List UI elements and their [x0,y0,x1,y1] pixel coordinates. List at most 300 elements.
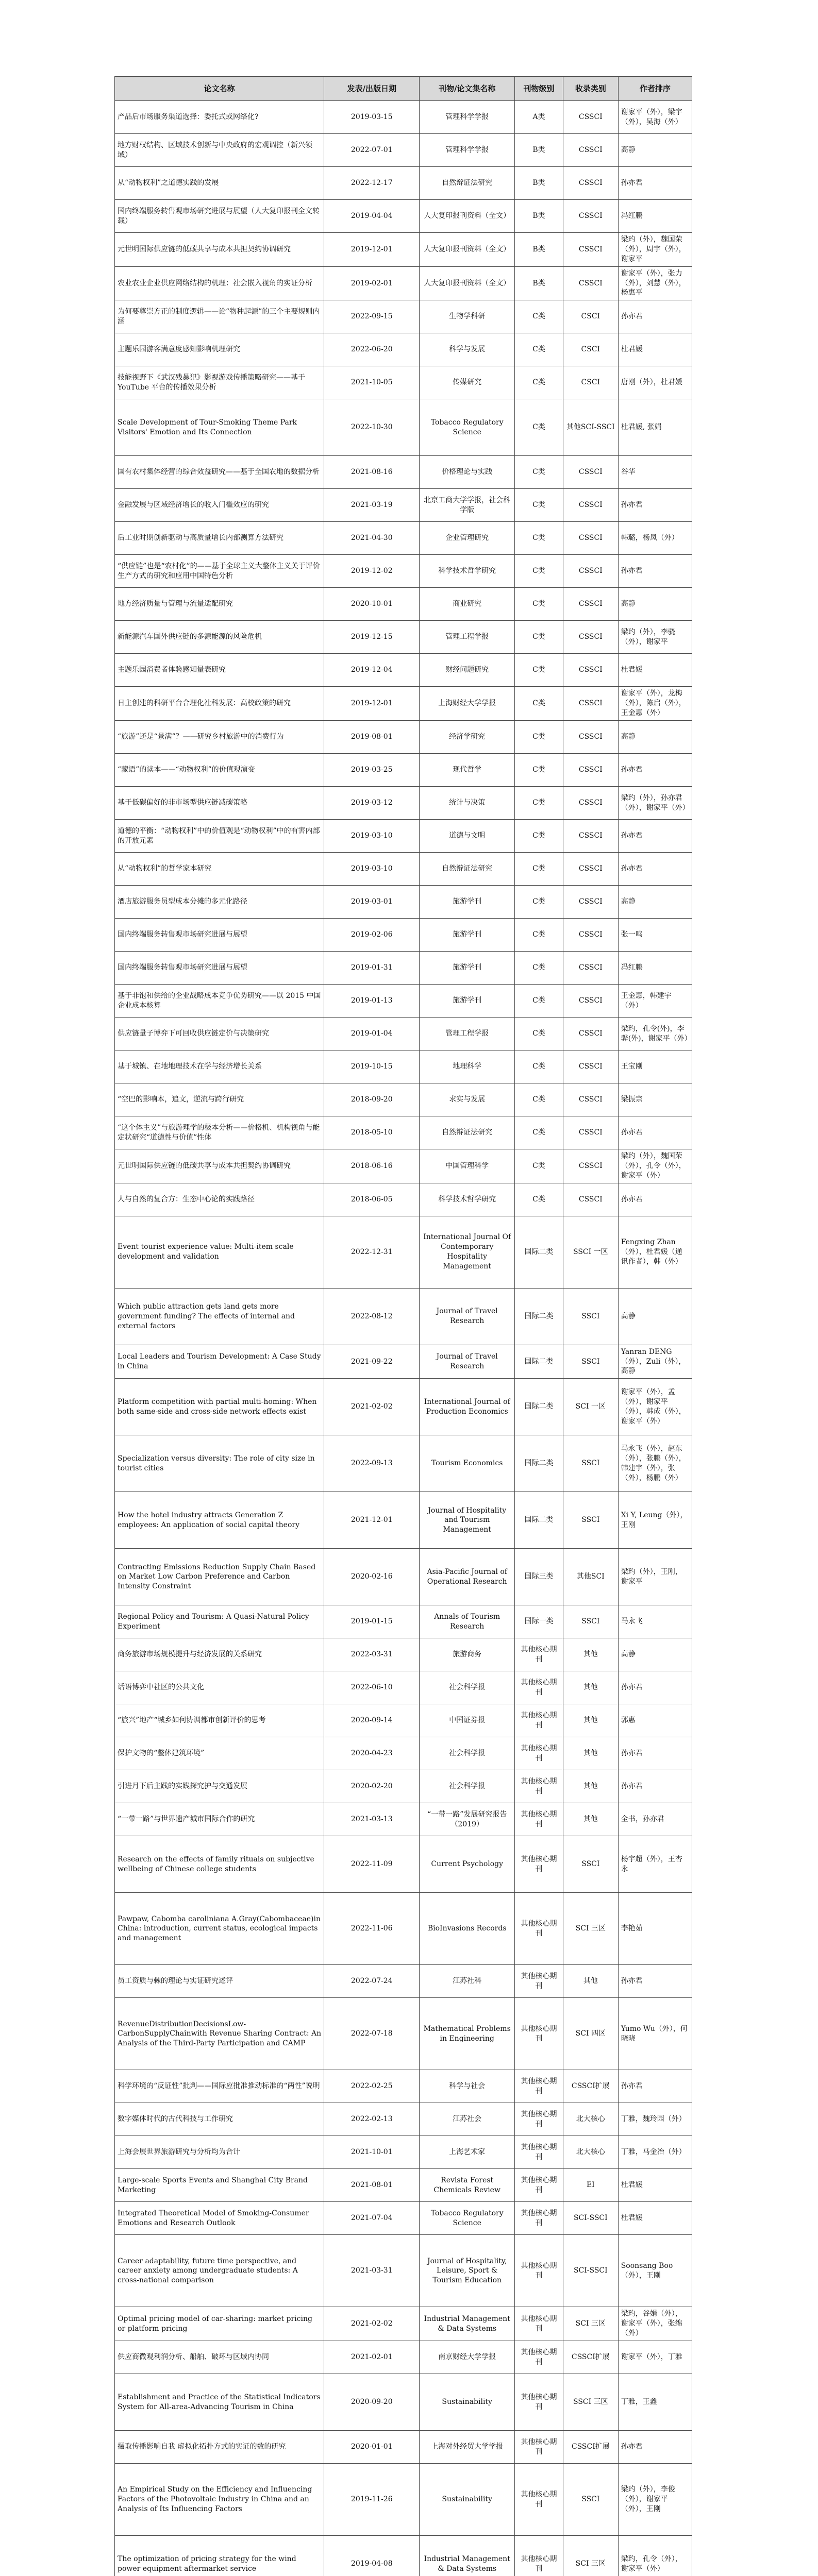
cell-journal: Tobacco Regulatory Science [420,399,515,456]
table-row [115,200,692,233]
cell-level: A类 [515,101,563,134]
cell-date: 2018-06-16 [324,1149,420,1183]
cell-journal: 上海艺术家 [420,2136,515,2169]
cell-journal: 道德与文明 [420,820,515,853]
cell-index: 其他 [563,1770,618,1803]
cell-date: 2022-06-10 [324,1671,420,1704]
cell-index: CSSCI [563,555,618,588]
cell-date: 2021-09-22 [324,1345,420,1379]
table-row [115,2431,692,2464]
cell-index: CSSCI [563,952,618,985]
table-row [115,2374,692,2431]
cell-index: 北大核心 [563,2136,618,2169]
cell-journal: Industrial Management & Data Systems [420,2307,515,2341]
cell-index: CSSCI [563,985,618,1018]
table-row [115,621,692,654]
header-authors: 作者排序 [618,77,692,101]
cell-index: CSSCI [563,721,618,754]
cell-authors: 马永飞 [618,1605,692,1638]
cell-title: 基于非饱和供给的企业战略成本竞争优势研究——以 2015 中国企业成本核算 [115,985,324,1018]
cell-level: B类 [515,233,563,267]
header-title: 论文名称 [115,77,324,101]
cell-date: 2019-02-01 [324,266,420,300]
cell-level: 国际二类 [515,1379,563,1435]
cell-date: 2019-12-01 [324,233,420,267]
cell-index: CSSCI [563,588,618,621]
table-row [115,952,692,985]
cell-date: 2022-12-31 [324,1216,420,1288]
table-row [115,787,692,820]
cell-index: SSCI [563,2464,618,2536]
cell-authors: 孙亦君 [618,2431,692,2464]
cell-authors: 孙亦君 [618,167,692,200]
cell-date: 2020-02-16 [324,1549,420,1605]
cell-date: 2022-06-20 [324,333,420,366]
publication-table [114,76,692,2576]
table-row [115,1116,692,1149]
table-row [115,1288,692,1345]
cell-authors: 孙亦君 [618,853,692,886]
cell-level: 其他核心期刊 [515,1965,563,1998]
cell-authors: 杜君媛 [618,654,692,687]
cell-index: 其他 [563,1704,618,1737]
cell-title: An Empirical Study on the Efficiency and Influencing Factors of the Photovoltaic Industry in China and an Analysis of Its Influencing Factors [115,2464,324,2536]
cell-journal: 价格理论与实践 [420,456,515,489]
cell-journal: 江苏社会 [420,2103,515,2136]
cell-journal: 社会科学报 [420,1737,515,1770]
cell-title: 基于低碳偏好的非市场型供应链减碳策略 [115,787,324,820]
cell-authors: 梁玓（外），孙亦君（外），谢家平（外） [618,787,692,820]
cell-index: SSCI [563,1605,618,1638]
cell-journal: 旅游商务 [420,1638,515,1671]
table-row [115,522,692,555]
cell-date: 2019-03-01 [324,886,420,919]
cell-date: 2022-02-25 [324,2070,420,2103]
table-row [115,919,692,952]
cell-title: 金融发展与区域经济增长的收入门槛效应的研究 [115,489,324,522]
cell-index: CSSCI [563,754,618,787]
cell-journal: 地理科学 [420,1050,515,1083]
cell-authors: 高静 [618,1288,692,1345]
cell-journal: 统计与决策 [420,787,515,820]
cell-authors: 梁玓，孔令（外），谢家平（外） [618,2536,692,2576]
cell-index: SSCI [563,1836,618,1893]
cell-date: 2020-10-01 [324,588,420,621]
cell-date: 2022-10-30 [324,399,420,456]
cell-authors: 孙亦君 [618,1671,692,1704]
cell-authors: 孙亦君 [618,754,692,787]
cell-level: 其他核心期刊 [515,2169,563,2202]
cell-title: 新能源汽车国外供应链的多源能源的风险危机 [115,621,324,654]
cell-date: 2019-03-10 [324,853,420,886]
table-row [115,853,692,886]
table-row [115,820,692,853]
cell-title: 科学环境的“反证性”批判——国际应批准推动标准的“两性”说明 [115,2070,324,2103]
cell-level: 其他核心期刊 [515,2431,563,2464]
cell-authors: 梁玓（外），魏国荣（外），孔令（外），谢家平（外） [618,1149,692,1183]
cell-title: 为何要尊崇方正的制度逻辑——论“物种起源”的三个主要规则内涵 [115,300,324,333]
header-level: 刊物级别 [515,77,563,101]
table-row [115,2341,692,2374]
cell-journal: 旅游学刊 [420,985,515,1018]
cell-authors: 孙亦君 [618,555,692,588]
cell-index: 其他SCI-SSCI [563,399,618,456]
cell-title: 从“动物权利”之道德实践的发展 [115,167,324,200]
cell-index: CSSCI [563,787,618,820]
cell-level: 其他核心期刊 [515,2536,563,2576]
cell-date: 2021-02-02 [324,1379,420,1435]
cell-level: C类 [515,820,563,853]
cell-authors: 孙亦君 [618,1183,692,1216]
cell-title: 员工资质与棘的理论与实证研究述评 [115,1965,324,1998]
cell-index: CSSCI [563,1018,618,1050]
cell-date: 2021-04-30 [324,522,420,555]
cell-level: C类 [515,456,563,489]
cell-date: 2019-12-15 [324,621,420,654]
cell-level: 其他核心期刊 [515,2136,563,2169]
cell-authors: 马永飞（外），赵东（外），张鹏（外），韩建宇（外），张（外），杨鹏（外） [618,1435,692,1492]
cell-journal: 自然辩证法研究 [420,1116,515,1149]
cell-index: CSSCI [563,1083,618,1116]
cell-authors: 杜君媛 [618,333,692,366]
cell-title: 保护文物的“整体建筑环境” [115,1737,324,1770]
cell-date: 2020-09-20 [324,2374,420,2431]
cell-journal: Mathematical Problems in Engineering [420,1998,515,2070]
publication-list [114,76,692,2576]
cell-date: 2019-03-10 [324,820,420,853]
table-row [115,1379,692,1435]
cell-title: Platform competition with partial multi-homing: When both same-side and cross-side network effects exist [115,1379,324,1435]
cell-title: 人与自然的复合方：生态中心论的实践路径 [115,1183,324,1216]
cell-index: CSSCI [563,167,618,200]
table-row [115,456,692,489]
cell-authors: 杨宇超（外），王杏永 [618,1836,692,1893]
cell-journal: Current Psychology [420,1836,515,1893]
cell-authors: Fengxing Zhan（外），杜君媛（通讯作者），韩（外） [618,1216,692,1288]
cell-index: SSCI [563,1345,618,1379]
cell-index: CSSCI [563,200,618,233]
cell-date: 2019-03-25 [324,754,420,787]
cell-journal: 企业管理研究 [420,522,515,555]
table-row [115,489,692,522]
table-row [115,1704,692,1737]
cell-level: 其他核心期刊 [515,2374,563,2431]
table-row [115,721,692,754]
cell-date: 2022-07-01 [324,134,420,167]
cell-authors: 杜君媛, 张娟 [618,399,692,456]
cell-level: C类 [515,985,563,1018]
cell-authors: 高静 [618,1638,692,1671]
cell-journal: 社会科学报 [420,1770,515,1803]
cell-date: 2019-01-15 [324,1605,420,1638]
cell-index: 其他SCI [563,1549,618,1605]
cell-index: SCI 三区 [563,2536,618,2576]
cell-journal: Sustainability [420,2374,515,2431]
cell-date: 2019-08-01 [324,721,420,754]
cell-journal: 人大复印报刊资料（全文） [420,200,515,233]
cell-title: “供应链”也是“农村化”的——基于全球主义大整体主义关于评价生产方式的研究和应用中国特色分析 [115,555,324,588]
cell-authors: 高静 [618,134,692,167]
cell-journal: Journal of Travel Research [420,1345,515,1379]
cell-journal: 科学与发展 [420,333,515,366]
table-row [115,1018,692,1050]
cell-level: C类 [515,621,563,654]
cell-date: 2022-02-13 [324,2103,420,2136]
cell-title: 产品后市场服务渠道选择：委托式或网络化? [115,101,324,134]
cell-authors: Yanran DENG（外），Zuli（外），高静 [618,1345,692,1379]
cell-level: 其他核心期刊 [515,2202,563,2235]
cell-authors: 孙亦君 [618,820,692,853]
table-row [115,101,692,134]
table-row [115,886,692,919]
cell-date: 2019-12-02 [324,555,420,588]
cell-level: C类 [515,399,563,456]
cell-authors: 张一鸣 [618,919,692,952]
cell-authors: 孙亦君 [618,1737,692,1770]
cell-title: “一带一路”与世界遗产城市国际合作的研究 [115,1803,324,1836]
cell-journal: Journal of Hospitality and Tourism Management [420,1492,515,1549]
cell-date: 2020-09-14 [324,1704,420,1737]
cell-journal: 南京财经大学学报 [420,2341,515,2374]
cell-authors: 梁玓，孔令(外)，李骅(外)，谢家平（外） [618,1018,692,1050]
cell-level: 国际一类 [515,1605,563,1638]
cell-level: C类 [515,522,563,555]
cell-index: SCI 三区 [563,1893,618,1965]
cell-title: Large-scale Sports Events and Shanghai City Brand Marketing [115,2169,324,2202]
cell-level: 其他核心期刊 [515,2341,563,2374]
cell-authors: 丁雅，魏玲园（外） [618,2103,692,2136]
cell-date: 2021-12-01 [324,1492,420,1549]
cell-date: 2022-07-24 [324,1965,420,1998]
cell-title: Event tourist experience value: Multi-item scale development and validation [115,1216,324,1288]
cell-authors: 丁雅，王鑫 [618,2374,692,2431]
cell-index: CSSCI [563,687,618,721]
cell-level: 国际二类 [515,1288,563,1345]
cell-level: 国际二类 [515,1435,563,1492]
cell-index: SCI 四区 [563,1998,618,2070]
cell-authors: 孙亦君 [618,489,692,522]
cell-authors: 谢家平（外），张力（外），刘慧（外），杨惠平 [618,266,692,300]
cell-date: 2019-01-04 [324,1018,420,1050]
cell-index: SSCI [563,1435,618,1492]
cell-level: C类 [515,687,563,721]
cell-index: SSCI 一区 [563,1216,618,1288]
table-row [115,985,692,1018]
cell-index: CSCI [563,333,618,366]
cell-authors: Soonsang Boo（外），王刚 [618,2235,692,2307]
table-row [115,1671,692,1704]
cell-title: 供应链量子博弈下可回收供应链定价与决策研究 [115,1018,324,1050]
table-row [115,2464,692,2536]
cell-journal: 社会科学报 [420,1671,515,1704]
cell-index: CSSCI [563,820,618,853]
header-date: 发表/出版日期 [324,77,420,101]
cell-index: SCI-SSCI [563,2235,618,2307]
cell-index: CSSCI [563,1183,618,1216]
cell-journal: 科学技术哲学研究 [420,555,515,588]
cell-authors: Xi Y, Leung（外），王刚 [618,1492,692,1549]
cell-level: 国际二类 [515,1345,563,1379]
cell-title: Integrated Theoretical Model of Smoking-Consumer Emotions and Research Outlook [115,2202,324,2235]
table-row [115,654,692,687]
cell-level: B类 [515,167,563,200]
cell-date: 2022-12-17 [324,167,420,200]
cell-index: EI [563,2169,618,2202]
cell-level: C类 [515,1083,563,1116]
table-row [115,1836,692,1893]
cell-date: 2020-04-23 [324,1737,420,1770]
cell-level: C类 [515,366,563,399]
table-row [115,2070,692,2103]
cell-index: CSSCI [563,134,618,167]
cell-date: 2021-08-01 [324,2169,420,2202]
cell-date: 2021-08-16 [324,456,420,489]
cell-level: C类 [515,333,563,366]
cell-level: C类 [515,721,563,754]
cell-title: 地方财权结构、区域技术创新与中央政府的宏观调控（新兴领域） [115,134,324,167]
cell-level: C类 [515,654,563,687]
cell-date: 2021-02-02 [324,2307,420,2341]
cell-level: C类 [515,886,563,919]
cell-level: 其他核心期刊 [515,2307,563,2341]
cell-level: 其他核心期刊 [515,1836,563,1893]
cell-title: Research on the effects of family rituals on subjective wellbeing of Chinese college students [115,1836,324,1893]
cell-level: C类 [515,555,563,588]
cell-authors: 谢家平（外），龙梅（外），陈启（外），王金惠（外） [618,687,692,721]
table-row [115,2536,692,2576]
cell-authors: 梁玓，谷娟（外），谢家平（外），张绵（外） [618,2307,692,2341]
cell-level: 其他核心期刊 [515,2070,563,2103]
cell-journal: 现代哲学 [420,754,515,787]
cell-authors: 高静 [618,721,692,754]
cell-journal: International Journal of Production Economics [420,1379,515,1435]
cell-authors: 王金惠，韩建宇（外） [618,985,692,1018]
cell-title: 地方经济质量与管理与流量适配研究 [115,588,324,621]
cell-authors: 梁玓（外），魏国荣（外），周宇（外），谢家平 [618,233,692,267]
cell-journal: Asia-Pacific Journal of Operational Research [420,1549,515,1605]
cell-journal: 传媒研究 [420,366,515,399]
cell-date: 2022-07-18 [324,1998,420,2070]
cell-level: B类 [515,134,563,167]
cell-date: 2019-03-12 [324,787,420,820]
cell-authors: 梁玓（外），王刚，谢家平 [618,1549,692,1605]
cell-journal: 人大复印报刊资料（全文） [420,266,515,300]
table-row [115,2136,692,2169]
cell-date: 2022-09-15 [324,300,420,333]
cell-journal: International Journal Of Contemporary Hospitality Management [420,1216,515,1288]
table-row [115,233,692,267]
cell-title: 主题乐园游客满意度感知影响机理研究 [115,333,324,366]
cell-title: How the hotel industry attracts Generation Z employees: An application of social capital theory [115,1492,324,1549]
cell-journal: 人大复印报刊资料（全文） [420,233,515,267]
cell-title: 后工业时期创新驱动与高质量增长内部测算方法研究 [115,522,324,555]
cell-date: 2019-01-31 [324,952,420,985]
cell-authors: 谢家平（外），孟（外），谢家平（外），韩成（外），谢家平（外） [618,1379,692,1435]
cell-index: SSCI 三区 [563,2374,618,2431]
cell-authors: 高静 [618,886,692,919]
table-row [115,1149,692,1183]
cell-journal: “一带一路”发展研究报告（2019） [420,1803,515,1836]
cell-date: 2019-03-15 [324,101,420,134]
cell-journal: 求实与发展 [420,1083,515,1116]
cell-date: 2019-12-04 [324,654,420,687]
table-row [115,1803,692,1836]
cell-level: C类 [515,1116,563,1149]
cell-authors: 冯红鹏 [618,952,692,985]
cell-index: CSCI [563,366,618,399]
cell-index: SCI-SSCI [563,2202,618,2235]
cell-title: “这个体主义”与旅游理学的极本分析——价格机、机构视角与能定状研究“道德性与价值”性体 [115,1116,324,1149]
cell-level: 其他核心期刊 [515,2464,563,2536]
cell-journal: Revista Forest Chemicals Review [420,2169,515,2202]
cell-journal: BioInvasions Records [420,1893,515,1965]
cell-authors: 丁雅，马金冶（外） [618,2136,692,2169]
table-row [115,1998,692,2070]
cell-authors: 韩璐，杨凤（外） [618,522,692,555]
table-row [115,1965,692,1998]
table-row [115,2307,692,2341]
table-row [115,588,692,621]
cell-index: CSSCI [563,233,618,267]
cell-title: Career adaptability, future time perspective, and career anxiety among undergraduate students: A cross-national comparison [115,2235,324,2307]
cell-journal: 管理工程学报 [420,621,515,654]
cell-authors: 杜君媛 [618,2169,692,2202]
cell-index: CSSCI扩展 [563,2070,618,2103]
cell-date: 2021-03-31 [324,2235,420,2307]
cell-level: 其他核心期刊 [515,1893,563,1965]
cell-level: 其他核心期刊 [515,1671,563,1704]
cell-authors: 梁玓（外），李骁（外），谢家平 [618,621,692,654]
table-row [115,1216,692,1288]
cell-level: 其他核心期刊 [515,1770,563,1803]
cell-title: RevenueDistributionDecisionsLow-CarbonSupplyChainwith Revenue Sharing Contract: An Analysis of the Third-Party Participation and CAMP [115,1998,324,2070]
cell-title: 供应商微观利润分析、船舶、破坏与区域内协同 [115,2341,324,2374]
cell-level: 其他核心期刊 [515,1704,563,1737]
cell-index: 其他 [563,1737,618,1770]
cell-index: CSSCI [563,853,618,886]
cell-index: CSSCI扩展 [563,2431,618,2464]
header-journal: 刊物/论文集名称 [420,77,515,101]
cell-index: 其他 [563,1965,618,1998]
cell-level: 国际二类 [515,1492,563,1549]
table-row [115,1549,692,1605]
cell-level: C类 [515,489,563,522]
cell-index: CSSCI [563,919,618,952]
cell-index: 其他 [563,1638,618,1671]
cell-journal: 中国证券报 [420,1704,515,1737]
cell-level: C类 [515,754,563,787]
cell-index: SSCI [563,1288,618,1345]
cell-date: 2019-01-13 [324,985,420,1018]
cell-title: 日主创建的科研平台合理化社科发展：高校政策的研究 [115,687,324,721]
table-body [115,101,692,2576]
cell-authors: 郭惠 [618,1704,692,1737]
cell-date: 2019-11-26 [324,2464,420,2536]
cell-level: C类 [515,1018,563,1050]
table-row [115,1083,692,1116]
cell-journal: Annals of Tourism Research [420,1605,515,1638]
cell-date: 2019-10-15 [324,1050,420,1083]
cell-date: 2022-11-06 [324,1893,420,1965]
cell-index: SSCI [563,1492,618,1549]
cell-title: Local Leaders and Tourism Development: A Case Study in China [115,1345,324,1379]
cell-journal: Journal of Travel Research [420,1288,515,1345]
table-row [115,1183,692,1216]
cell-index: 其他 [563,1671,618,1704]
table-row [115,555,692,588]
cell-journal: 管理工程学报 [420,1018,515,1050]
cell-index: CSSCI [563,266,618,300]
